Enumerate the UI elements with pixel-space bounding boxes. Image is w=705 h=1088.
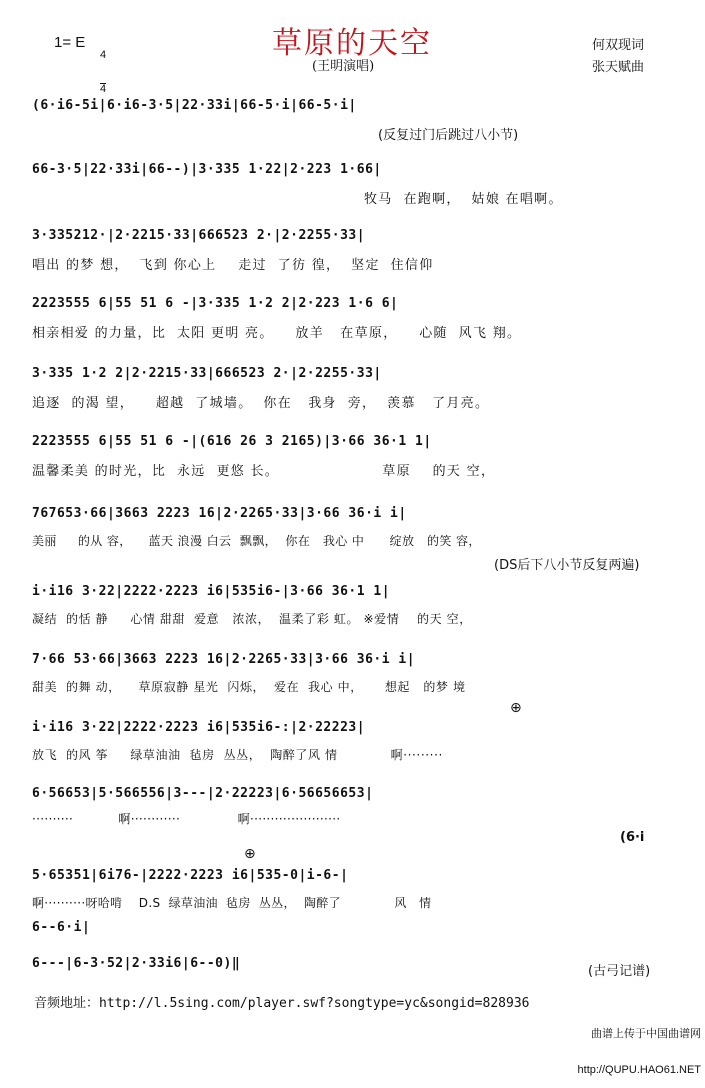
- watermark-cn: 曲谱上传于中国曲谱网: [591, 1028, 701, 1040]
- source-note: (古弓记谱): [588, 964, 651, 979]
- time-bottom: 4: [100, 83, 107, 95]
- score-row-11-notes: 6·56653|5·566556|3---|2·22223|6·56656653|: [32, 786, 374, 801]
- score-row-2-notes: 66-3·5|22·33i|66--)|3·335 1·22|2·223 1·66|: [32, 162, 382, 177]
- score-row-7-annotation: (DS后下八小节反复两遍): [494, 558, 640, 573]
- time-top: 4: [100, 49, 107, 61]
- score-row-13-notes: 6--6·i|: [32, 920, 91, 935]
- audio-link[interactable]: 音频地址：http://l.5sing.com/player.swf?songtype=yc&songid=828936: [34, 996, 530, 1011]
- score-row-9-notes: 7·66 53·66|3663 2223 16|2·2265·33|3·66 36·i i|: [32, 652, 416, 667]
- score-row-10-lyrics: 放飞 的风 筝 绿草油油 毡房 丛丛， 陶醉了风 情 啊·········: [32, 748, 443, 762]
- score-row-10-notes: i·i16 3·22|2222·2223 i6|535i6-:|2·22223|: [32, 720, 366, 735]
- score-row-12-annotation: (6·i: [620, 830, 645, 845]
- score-row-2-lyrics: 牧马 在跑啊， 姑娘 在唱啊。: [364, 192, 563, 207]
- coda-mark-1: ⊕: [510, 700, 522, 716]
- lyricist: 何双现词: [592, 38, 645, 53]
- score-row-8-notes: i·i16 3·22|2222·2223 i6|535i6-|3·66 36·1 1|: [32, 584, 391, 599]
- score-row-4-lyrics: 相亲相爱 的力量，比 太阳 更明 亮。 放羊 在草原， 心随 风飞 翔。: [32, 326, 522, 341]
- score-row-8-lyrics: 凝结 的恬 静 心情 甜甜 爱意 浓浓， 温柔了彩 虹。 ※爱情 的天 空，: [32, 612, 472, 626]
- score-row-7-notes: 767653·66|3663 2223 16|2·2265·33|3·66 36·i i|: [32, 506, 407, 521]
- score-row-1-notes: (6·i6-5i|6·i6-3·5|22·33i|66-5·i|66-5·i|: [32, 98, 357, 113]
- score-row-12-lyrics: 啊··········呀哈啃 D.S 绿草油油 毡房 丛丛， 陶醉了 风 情: [32, 896, 432, 910]
- key-signature: 1= E: [54, 34, 86, 51]
- score-row-9-lyrics: 甜美 的舞 动， 草原寂静 星光 闪烁， 爱在 我心 中， 想起 的梦 境: [32, 680, 466, 694]
- watermark-url: http://QUPU.HAO61.NET: [577, 1064, 701, 1076]
- page-title: 草原的天空: [272, 26, 432, 61]
- score-row-6-lyrics: 温馨柔美 的时光，比 永远 更悠 长。 草原 的天 空，: [32, 464, 496, 479]
- score-row-7-lyrics: 美丽 的从 容， 蓝天 浪漫 白云 飘飘， 你在 我心 中 绽放 的笑 容，: [32, 534, 481, 548]
- score-row-3-lyrics: 唱出 的梦 想， 飞到 你心上 走过 了彷 徨， 坚定 住信仰: [32, 258, 434, 273]
- score-row-14-notes: 6---|6-3·52|2·33i6|6--0)‖: [32, 956, 241, 971]
- score-row-3-notes: 3·335212·|2·2215·33|666523 2·|2·2255·33|: [32, 228, 366, 243]
- score-row-6-notes: 2223555 6|55 51 6 -|(616 26 3 2165)|3·66 36·1 1|: [32, 434, 432, 449]
- score-row-4-notes: 2223555 6|55 51 6 -|3·335 1·2 2|2·223 1·6 6|: [32, 296, 399, 311]
- score-row-1-annotation: (反复过门后跳过八小节): [378, 128, 519, 143]
- score-row-5-lyrics: 追逐 的渴 望， 超越 了城墙。 你在 我身 旁， 羡慕 了月亮。: [32, 396, 490, 411]
- score-row-12-notes: 5·65351|6i76-|2222·2223 i6|535-0|i-6-|: [32, 868, 349, 883]
- subtitle: (王明演唱): [312, 59, 375, 74]
- watermark: [578, 1004, 701, 1088]
- coda-mark-2: ⊕: [244, 846, 256, 862]
- time-signature: [100, 28, 106, 106]
- composer: 张天赋曲: [592, 60, 645, 75]
- score-row-11-lyrics: ·········· 啊············ 啊······················: [32, 812, 341, 826]
- score-row-5-notes: 3·335 1·2 2|2·2215·33|666523 2·|2·2255·33|: [32, 366, 382, 381]
